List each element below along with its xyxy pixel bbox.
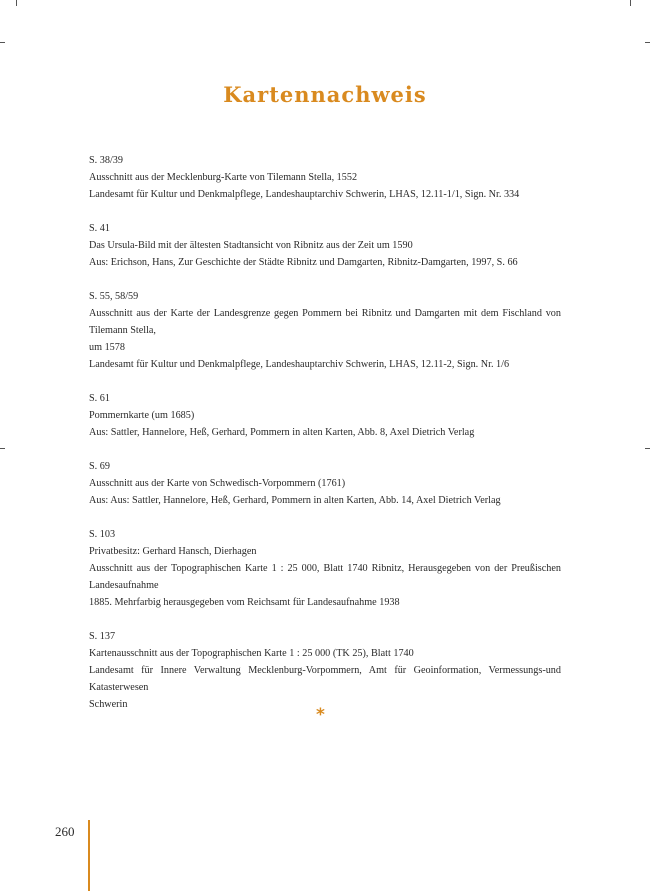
credit-entry <box>89 458 561 509</box>
entry-page-reference: S. 38/39 <box>89 155 123 166</box>
entry-text-line: um 1578 <box>89 342 125 353</box>
entry-text-line: Aus: Sattler, Hannelore, Heß, Gerhard, Pommern in alten Karten, Abb. 8, Axel Dietrich Verlag <box>89 427 475 438</box>
crop-mark <box>0 448 5 449</box>
entry-text-line: Pommernkarte (um 1685) <box>89 410 195 421</box>
entry-text-line: Ausschnitt aus der Topographischen Karte 1 : 25 000, Blatt 1740 Ribnitz, Herausgegeben von der Preußischen Landesaufnahme <box>89 563 561 591</box>
entry-page-reference: S. 103 <box>89 529 116 540</box>
entry-text-line: Ausschnitt aus der Karte von Schwedisch-Vorpommern (1761) <box>89 478 346 489</box>
crop-mark <box>645 42 650 43</box>
page-title: Kartennachweis <box>223 82 427 107</box>
entry-text-line: Landesamt für Innere Verwaltung Mecklenburg-Vorpommern, Amt für Geoinformation, Vermessungs-und Katasterwesen <box>89 665 561 693</box>
entry-text-line: Landesamt für Kultur und Denkmalpflege, Landeshauptarchiv Schwerin, LHAS, 12.11-1/1, Sign. Nr. 334 <box>89 189 520 200</box>
credit-entry <box>89 526 561 611</box>
credit-entry <box>89 390 561 441</box>
ornament-star-icon: * <box>316 705 325 725</box>
entry-text-line: Aus: Erichson, Hans, Zur Geschichte der Städte Ribnitz und Damgarten, Ribnitz-Damgarten, 1997, S. 66 <box>89 257 518 268</box>
credit-entry <box>89 288 561 373</box>
credit-entry <box>89 220 561 271</box>
entry-page-reference: S. 69 <box>89 461 110 472</box>
entry-page-reference: S. 137 <box>89 631 116 642</box>
credit-entry <box>89 628 561 713</box>
credit-entry <box>89 152 561 203</box>
map-credits-list <box>89 152 561 730</box>
entry-text-line: Ausschnitt aus der Karte der Landesgrenze gegen Pommern bei Ribnitz und Damgarten mit dem Fischland von Tilemann Stella, <box>89 308 561 336</box>
crop-mark <box>630 0 631 6</box>
entry-text-line: Privatbesitz: Gerhard Hansch, Dierhagen <box>89 546 257 557</box>
entry-text-line: Landesamt für Kultur und Denkmalpflege, Landeshauptarchiv Schwerin, LHAS, 12.11-2, Sign. Nr. 1/6 <box>89 359 510 370</box>
entry-text-line: Kartenausschnitt aus der Topographischen Karte 1 : 25 000 (TK 25), Blatt 1740 <box>89 648 414 659</box>
entry-text-line: Aus: Aus: Sattler, Hannelore, Heß, Gerhard, Pommern in alten Karten, Abb. 14, Axel Dietrich Verlag <box>89 495 501 506</box>
entry-page-reference: S. 55, 58/59 <box>89 291 139 302</box>
crop-mark <box>16 0 17 6</box>
crop-mark <box>645 448 650 449</box>
page-number: 260 <box>55 824 75 839</box>
margin-rule <box>88 820 90 891</box>
entry-text-line: Das Ursula-Bild mit der ältesten Stadtansicht von Ribnitz aus der Zeit um 1590 <box>89 240 413 251</box>
entry-text-line: Schwerin <box>89 699 128 710</box>
entry-page-reference: S. 61 <box>89 393 110 404</box>
entry-text-line: 1885. Mehrfarbig herausgegeben vom Reichsamt für Landesaufnahme 1938 <box>89 597 400 608</box>
crop-mark <box>0 42 5 43</box>
entry-page-reference: S. 41 <box>89 223 110 234</box>
entry-text-line: Ausschnitt aus der Mecklenburg-Karte von Tilemann Stella, 1552 <box>89 172 358 183</box>
